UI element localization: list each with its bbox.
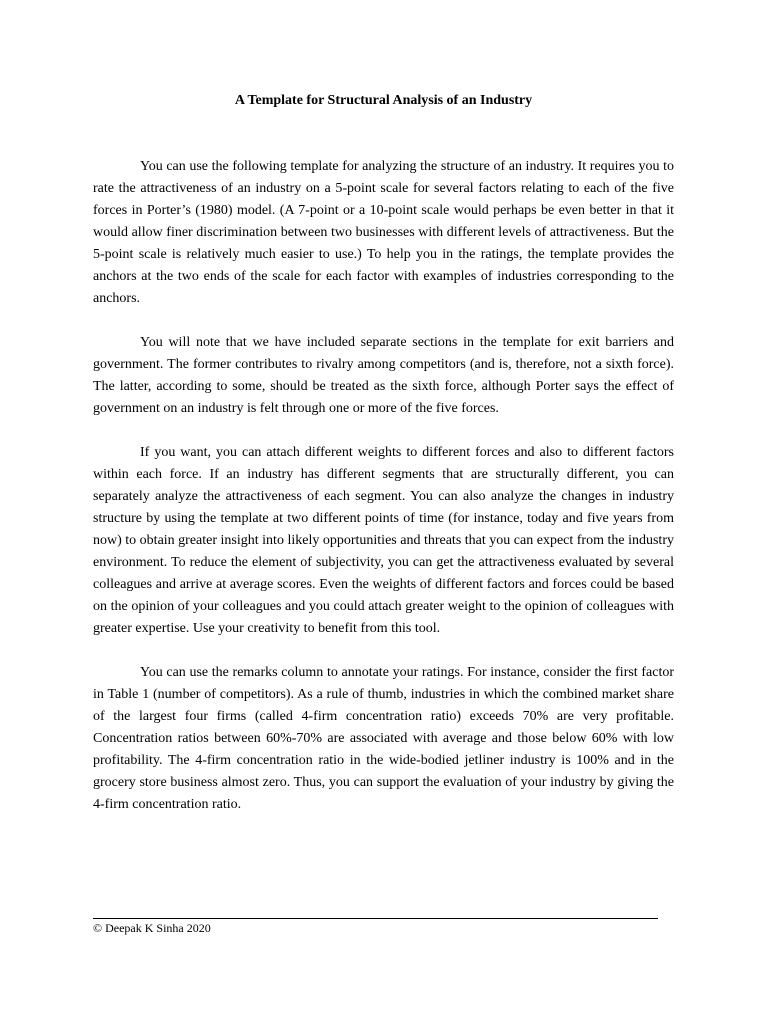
- document-body: [93, 156, 674, 838]
- footer-divider: [93, 918, 658, 919]
- footer-copyright: © Deepak K Sinha 2020: [93, 921, 211, 935]
- paragraph-exit-barriers: You will note that we have included separate sections in the template for exit barriers and government. The former contributes to rivalry among competitors (and is, therefore, not a sixth force). The latter, according to some, should be treated as the sixth force, although Porter says the effect of government on an industry is felt through one or more of the five forces.: [93, 335, 674, 416]
- paragraph-weights: If you want, you can attach different weights to different forces and also to different factors within each force. If an industry has different segments that are structurally different, you can separately analyze the attractiveness of each segment. You can also analyze the changes in industry structure by using the template at two different points of time (for instance, today and five years from now) to obtain greater insight into likely opportunities and threats that you can expect from the industry environment. To reduce the element of subjectivity, you can get the attractiveness evaluated by several colleagues and arrive at average scores. Even the weights of different factors and forces could be based on the opinion of your colleagues and you could attach greater weight to the opinion of colleagues with greater expertise. Use your creativity to benefit from this tool.: [93, 445, 674, 636]
- paragraph-template-intro: You can use the following template for analyzing the structure of an industry. It requires you to rate the attractiveness of an industry on a 5-point scale for several factors relating to each of the five forces in Porter’s (1980) model. (A 7-point or a 10-point scale would perhaps be even better in that it would allow finer discrimination between two businesses with different levels of attractiveness. But the 5-point scale is relatively much easier to use.) To help you in the ratings, the template provides the anchors at the two ends of the scale for each factor with examples of industries corresponding to the anchors.: [93, 159, 674, 306]
- document-title: A Template for Structural Analysis of an Industry: [234, 93, 533, 108]
- paragraph-remarks-column: You can use the remarks column to annotate your ratings. For instance, consider the first factor in Table 1 (number of competitors). As a rule of thumb, industries in which the combined market share of the largest four firms (called 4-firm concentration ratio) exceeds 70% are very profitable. Concentration ratios between 60%-70% are associated with average and those below 60% with low profitability. The 4-firm concentration ratio in the wide-bodied jetliner industry is 100% and in the grocery store business almost zero. Thus, you can support the evaluation of your industry by giving the 4-firm concentration ratio.: [93, 665, 674, 812]
